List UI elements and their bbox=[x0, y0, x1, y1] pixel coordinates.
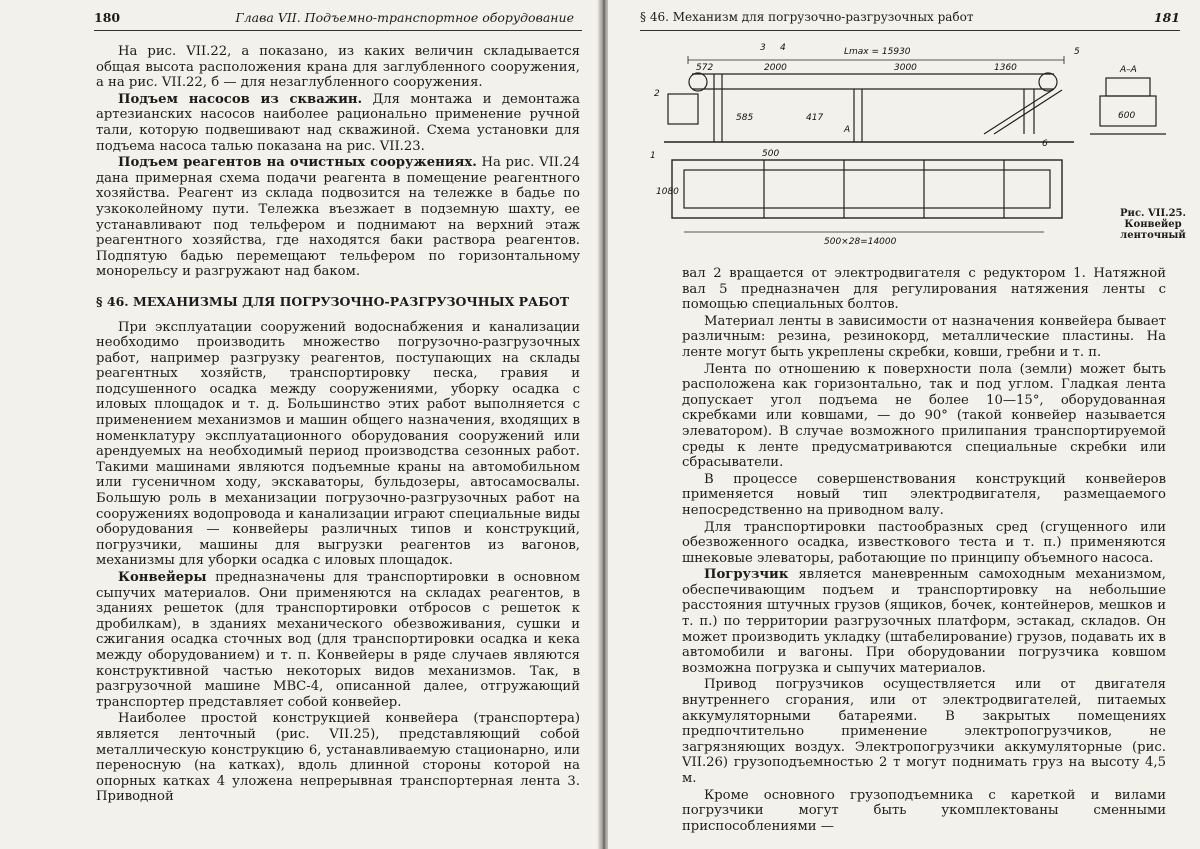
right-running-title: § 46. Механизм для погрузочно-разгрузочных работ bbox=[640, 10, 974, 24]
paragraph bbox=[96, 570, 580, 710]
fig-callout-6: 6 bbox=[1042, 139, 1048, 149]
paragraph-lead: Конвейеры bbox=[118, 570, 207, 585]
right-text-column bbox=[682, 266, 1166, 834]
paragraph: Материал ленты в зависимости от назначения конвейера бывает различным: резина, резинокорд, металлические пластины. На ленте могут быть укреплены скребки, ковши, гребни и т. п. bbox=[682, 313, 1166, 360]
fig-callout-2: 2 bbox=[654, 89, 660, 99]
paragraph-text: является маневренным самоходным механизмом, обеспечивающим подъем и транспортировку на небольшие расстояния штучных грузов (ящиков, бочек, контейнеров, мешков и т. п.) по территории разгрузочных платформ, эстакад, складов. Он может производить укладку (штабелирование) грузов, подавать их в автомобили и вагоны. При оборудовании погрузчика ковшом возможна погрузка и сыпучих материалов. bbox=[682, 567, 1166, 676]
paragraph: вал 2 вращается от электродвигателя с редуктором 1. Натяжной вал 5 предназначен для регулирования натяжения ленты с помощью специальных болтов. bbox=[682, 266, 1166, 313]
paragraph: Привод погрузчиков осуществляется или от двигателя внутреннего сгорания, или от электродвигателей, питаемых аккумуляторными батареями. В закрытых помещениях предпочтительно применение электропогрузчиков, не загрязняющих воздух. Электропогрузчики аккумуляторные (рис. VII.26) грузоподъемностью 2 т могут поднимать груз на высоту 4,5 м. bbox=[682, 677, 1166, 786]
fig-arrow-a: А bbox=[844, 125, 851, 135]
left-text-column bbox=[96, 44, 580, 805]
paragraph: Лента по отношению к поверхности пола (земли) может быть расположена как горизонтально, так и под углом. Гладкая лента допускает угол подъема не более 10—15°, оборудованная скребками или ковшами, — до 90° (такой конвейер называется элеватором). В случае возможного прилипания транспортируемой среды к ленте предусматриваются специальные скребки или сбрасыватели. bbox=[682, 361, 1166, 471]
fig-callout-3: 3 bbox=[760, 43, 766, 53]
paragraph-lead: Подъем реагентов на очистных сооружениях. bbox=[118, 155, 477, 171]
caption-line: Конвейер bbox=[1124, 219, 1182, 230]
fig-label-lmax: Lmax = 15930 bbox=[844, 47, 911, 57]
fig-dim-2000: 2000 bbox=[764, 63, 787, 73]
fig-callout-4: 4 bbox=[780, 43, 786, 53]
right-page-number: 181 bbox=[1153, 10, 1180, 25]
paragraph: Наиболее простой конструкцией конвейера (транспортера) является ленточный (рис. VII.25), представляющий собой металлическую конструкцию 6, устанавливаемую стационарно, или переносную (на катках), вдоль длинной стороны которой на опорных катках 4 уложена непрерывная транспортерная лента 3. Приводной bbox=[96, 711, 580, 805]
paragraph: Кроме основного грузоподъемника с кареткой и вилами погрузчики могут быть укомплектованы сменными приспособлениями — bbox=[682, 787, 1166, 834]
fig-dim-total: 500×28=14000 bbox=[824, 237, 897, 247]
paragraph-lead: Подъем насосов из скважин. bbox=[118, 91, 363, 107]
caption-line: ленточный bbox=[1120, 230, 1186, 241]
fig-dim-1360: 1360 bbox=[994, 63, 1017, 73]
paragraph bbox=[682, 567, 1166, 676]
fig-callout-1: 1 bbox=[650, 151, 656, 161]
paragraph bbox=[96, 92, 580, 154]
fig-dim-3000: 3000 bbox=[894, 63, 917, 73]
paragraph: В процессе совершенствования конструкций конвейеров применяется новый тип электродвигателя, размещаемого непосредственно на приводном валу. bbox=[682, 471, 1166, 518]
paragraph bbox=[96, 155, 580, 280]
paragraph-text: Для монтажа и демонтажа артезианских насосов наиболее рационально применение ручной тали, которую подвешивают над скважиной. Схема установки для подъема насоса талью показана на рис. VII.23. bbox=[96, 91, 580, 154]
caption-line: Рис. VII.25. bbox=[1120, 208, 1186, 219]
fig-dim-417: 417 bbox=[806, 113, 824, 123]
section-heading: § 46. МЕХАНИЗМЫ ДЛЯ ПОГРУЗОЧНО-РАЗГРУЗОЧНЫХ РАБОТ bbox=[96, 293, 570, 309]
fig-section-label: А–А bbox=[1120, 65, 1137, 75]
conveyor-figure bbox=[644, 34, 1184, 264]
left-page-number: 180 bbox=[94, 10, 121, 25]
fig-dim-585: 585 bbox=[736, 113, 754, 123]
paragraph: На рис. VII.22, а показано, из каких величин складывается общая высота расположения крана для заглубленного сооружения, а на рис. VII.22, б — для незаглубленного сооружения. bbox=[96, 44, 580, 91]
paragraph-lead: Погрузчик bbox=[704, 567, 789, 583]
left-running-title: Глава VII. Подъемно-транспортное оборудование bbox=[235, 10, 574, 25]
fig-dim-1080: 1080 bbox=[656, 187, 679, 197]
figure-caption bbox=[1120, 208, 1186, 241]
paragraph-text: На рис. VII.24 дана примерная схема подачи реагента в помещение реагентного хозяйства. Реагент из склада подвозится на тележке в бадье по узкоколейному пути. Тележка въезжает в подземную шахту, ее устанавливают под тельфером и поднимают на верхний этаж реагентного хозяйства, где находятся баки раствора реагентов. Подпятую бадью перемещают тельфером по горизонтальному монорельсу и разгружают над баком. bbox=[96, 155, 580, 280]
right-running-head bbox=[640, 10, 1180, 31]
paragraph-text: предназначены для транспортировки в основном сыпучих материалов. Они применяются на складах реагентов, в зданиях решеток (для транспортировки отбросов с решеток к дробилкам), в зданиях механического обезвоживания, сушки и сжигания осадка сточных вод (для транспортировки осадка и кека между оборудованием) и т. п. Конвейеры в ряде случаев являются конструктивной частью некоторых видов механизмов. Так, в разгрузочной машине МВС-4, описанной далее, отгружающий транспортер представляет собой конвейер. bbox=[96, 570, 580, 710]
fig-dim-572: 572 bbox=[696, 63, 714, 73]
paragraph: Для транспортировки пастообразных сред (сгущенного или обезвоженного осадка, известкового теста и т. п.) применяются шнековые элеваторы, работающие по принципу объемного насоса. bbox=[682, 519, 1166, 566]
fig-dim-500: 500 bbox=[762, 149, 780, 159]
paragraph: При эксплуатации сооружений водоснабжения и канализации необходимо производить множество погрузочно-разгрузочных работ, например разгрузку реагентов, поступающих на склады реагентных хозяйств, транспортировку песка, гравия и подсушенного осадка между сооружениями, уборку осадка с иловых площадок и т. д. Большинство этих работ выполняется с применением механизмов и машин общего назначения, входящих в номенклатуру эксплуатационного оборудования сооружений или арендуемых на необходимый период производства сезонных работ. Такими машинами являются подъемные краны на автомобильном или гусеничном ходу, экскаваторы, бульдозеры, автосамосвалы. Большую роль в механизации погрузочно-разгрузочных работ на сооружениях водопровода и канализации играют специальные виды оборудования — конвейеры различных типов и конструкций, погрузчики, машины для выгрузки реагентов из вагонов, механизмы для уборки осадка с иловых площадок. bbox=[96, 319, 580, 569]
left-running-head bbox=[94, 10, 582, 31]
fig-dim-600: 600 bbox=[1118, 111, 1136, 121]
fig-callout-5: 5 bbox=[1074, 47, 1080, 57]
right-page bbox=[608, 0, 1200, 849]
